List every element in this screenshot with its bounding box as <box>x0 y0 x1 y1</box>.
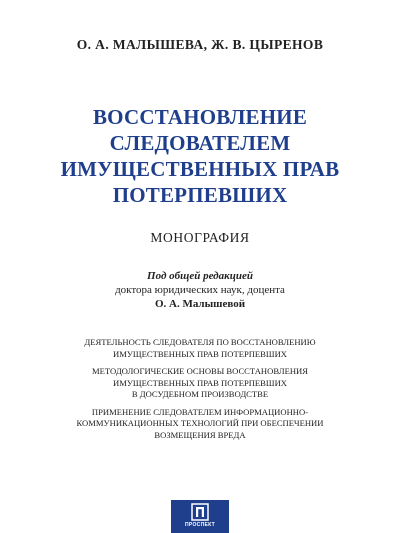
topics-list <box>0 337 400 447</box>
topic-line: ИМУЩЕСТВЕННЫХ ПРАВ ПОТЕРПЕВШИХ <box>112 377 287 388</box>
topic-line: ВОЗМЕЩЕНИЯ ВРЕДА <box>154 429 246 440</box>
topic-line: ДЕЯТЕЛЬНОСТЬ СЛЕДОВАТЕЛЯ ПО ВОССТАНОВЛЕНИЮ <box>84 337 316 347</box>
topic-line: ИМУЩЕСТВЕННЫХ ПРАВ ПОТЕРПЕВШИХ <box>112 348 287 359</box>
topic-line: МЕТОДОЛОГИЧЕСКИЕ ОСНОВЫ ВОССТАНОВЛЕНИЯ <box>92 366 308 376</box>
editor-position: доктора юридических наук, доцента <box>115 284 285 296</box>
editor-block <box>0 269 400 311</box>
topic-line: КОММУНИКАЦИОННЫХ ТЕХНОЛОГИЙ ПРИ ОБЕСПЕЧЕНИИ <box>76 418 324 428</box>
editor-label: Под общей редакцией <box>147 270 253 282</box>
title-line: ВОССТАНОВЛЕНИЕ <box>92 105 308 129</box>
genre-label: МОНОГРАФИЯ <box>150 230 250 245</box>
topic-item <box>0 337 400 360</box>
title-line: СЛЕДОВАТЕЛЕМ <box>109 131 291 155</box>
publisher-badge <box>171 500 229 533</box>
prospekt-logo-icon <box>191 503 209 521</box>
topic-item <box>0 407 400 442</box>
title-line: ПОТЕРПЕВШИХ <box>112 183 288 207</box>
editor-name: О. А. Малышевой <box>154 298 246 310</box>
title-line: ИМУЩЕСТВЕННЫХ ПРАВ <box>60 157 340 181</box>
authors: О. А. МАЛЫШЕВА, Ж. В. ЦЫРЕНОВ <box>76 37 324 52</box>
publisher-name: ПРОСПЕКТ <box>185 522 215 528</box>
topic-item <box>0 366 400 401</box>
topic-line: В ДОСУДЕБНОМ ПРОИЗВОДСТВЕ <box>131 389 269 399</box>
topic-line: ПРИМЕНЕНИЕ СЛЕДОВАТЕЛЕМ ИНФОРМАЦИОННО- <box>91 406 309 417</box>
book-title <box>0 104 400 208</box>
